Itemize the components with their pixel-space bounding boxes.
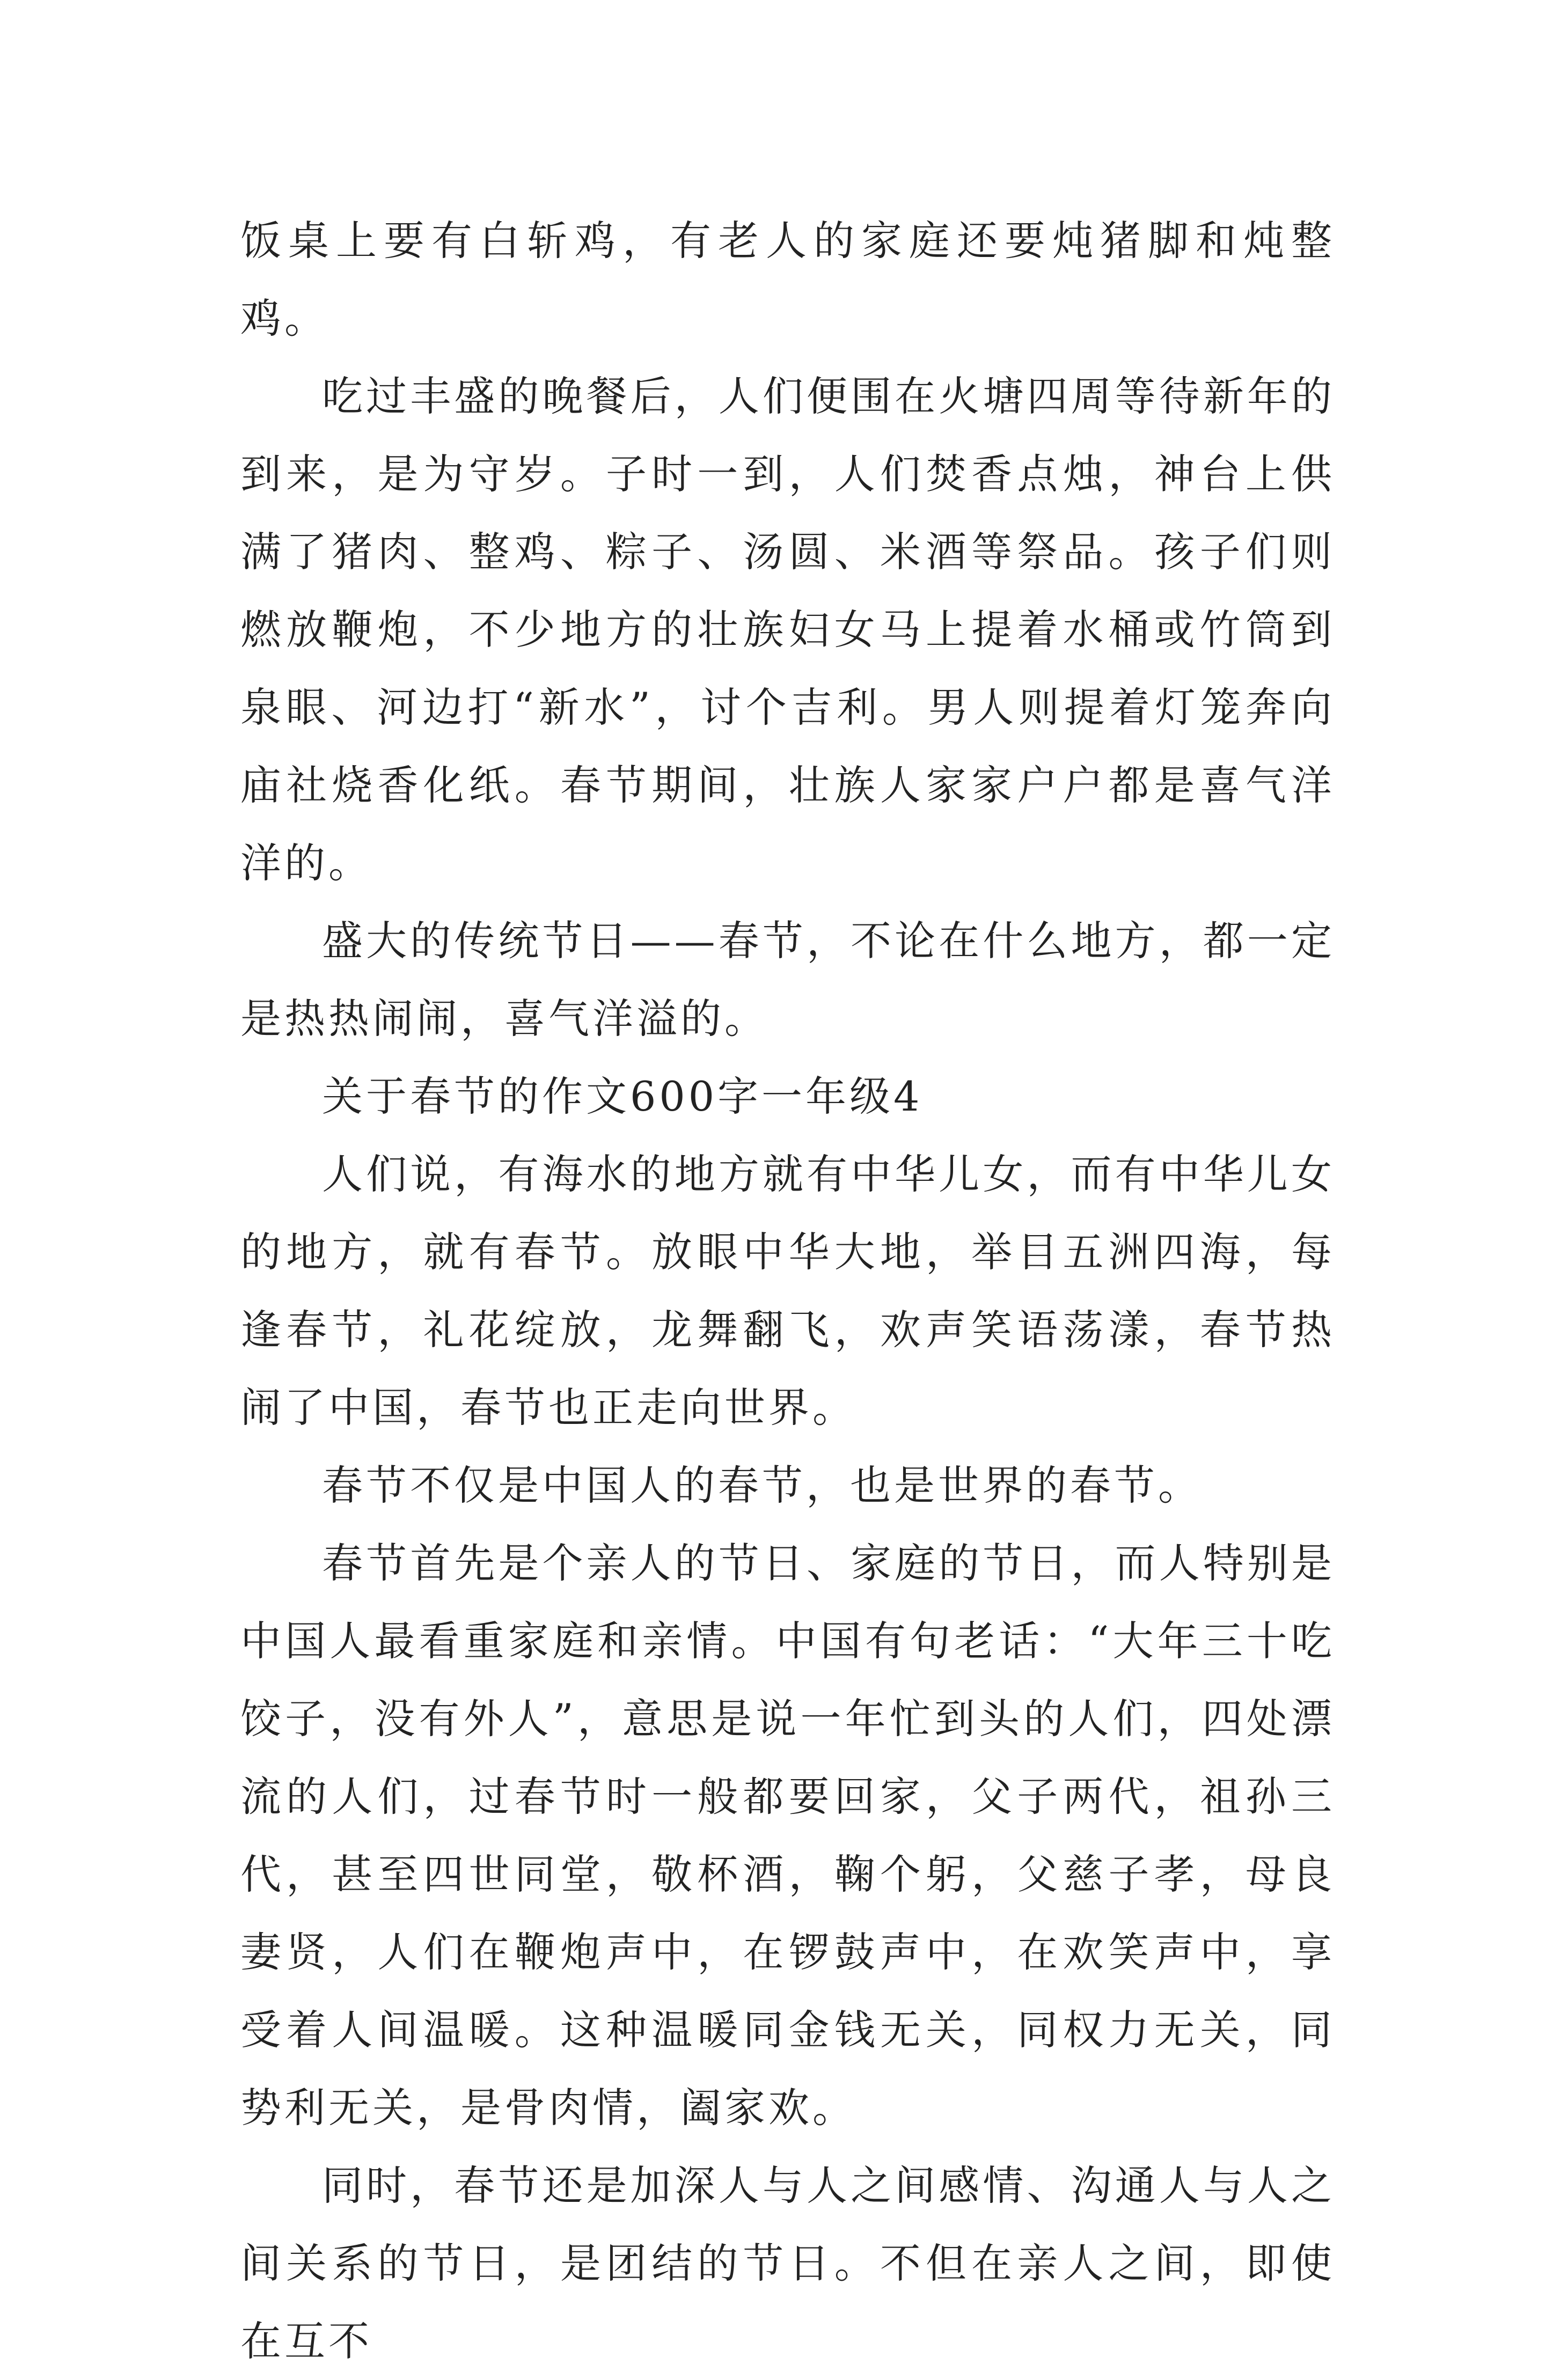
document-body: [240, 202, 1335, 2380]
section-heading: 关于春节的作文600字一年级4: [322, 1073, 923, 1120]
paragraph-5: 春节不仅是中国人的春节，也是世界的春节。: [322, 1461, 1202, 1509]
paragraph-6: 春节首先是个亲人的节日、家庭的节日，而人特别是中国人最看重家庭和亲情。中国有句老话：“大年三十吃饺子，没有外人”，意思是说一年忙到头的人们，四处漂流的人们，过春节时一般都要回家，父子两代，祖孙三代，甚至四世同堂，敬杯酒，鞠个躬，父慈子孝，母良妻贤，人们在鞭炮声中，在锣鼓声中，在欢笑声中，享受着人间温暖。这种温暖同金钱无关，同权力无关，同势利无关，是骨肉情，阖家欢。: [240, 1539, 1335, 2132]
paragraph-4: 人们说，有海水的地方就有中华儿女，而有中华儿女的地方，就有春节。放眼中华大地，举目五洲四海，每逢春节，礼花绽放，龙舞翻飞，欢声笑语荡漾，春节热闹了中国，春节也正走向世界。: [240, 1150, 1335, 1431]
paragraph-3: 盛大的传统节日——春节，不论在什么地方，都一定是热热闹闹，喜气洋溢的。: [240, 917, 1335, 1042]
paragraph-1: 饭桌上要有白斩鸡，有老人的家庭还要炖猪脚和炖整鸡。: [240, 217, 1335, 342]
paragraph-7: 同时，春节还是加深人与人之间感情、沟通人与人之间关系的节日，是团结的节日。不但在亲人之间，即使在互不: [240, 2162, 1335, 2365]
paragraph-2: 吃过丰盛的晚餐后，人们便围在火塘四周等待新年的到来，是为守岁。子时一到，人们焚香点烛，神台上供满了猪肉、整鸡、粽子、汤圆、米酒等祭品。孩子们则燃放鞭炮，不少地方的壮族妇女马上提着水桶或竹筒到泉眼、河边打“新水”，讨个吉利。男人则提着灯笼奔向庙社烧香化纸。春节期间，壮族人家家户户都是喜气洋洋的。: [240, 372, 1335, 887]
